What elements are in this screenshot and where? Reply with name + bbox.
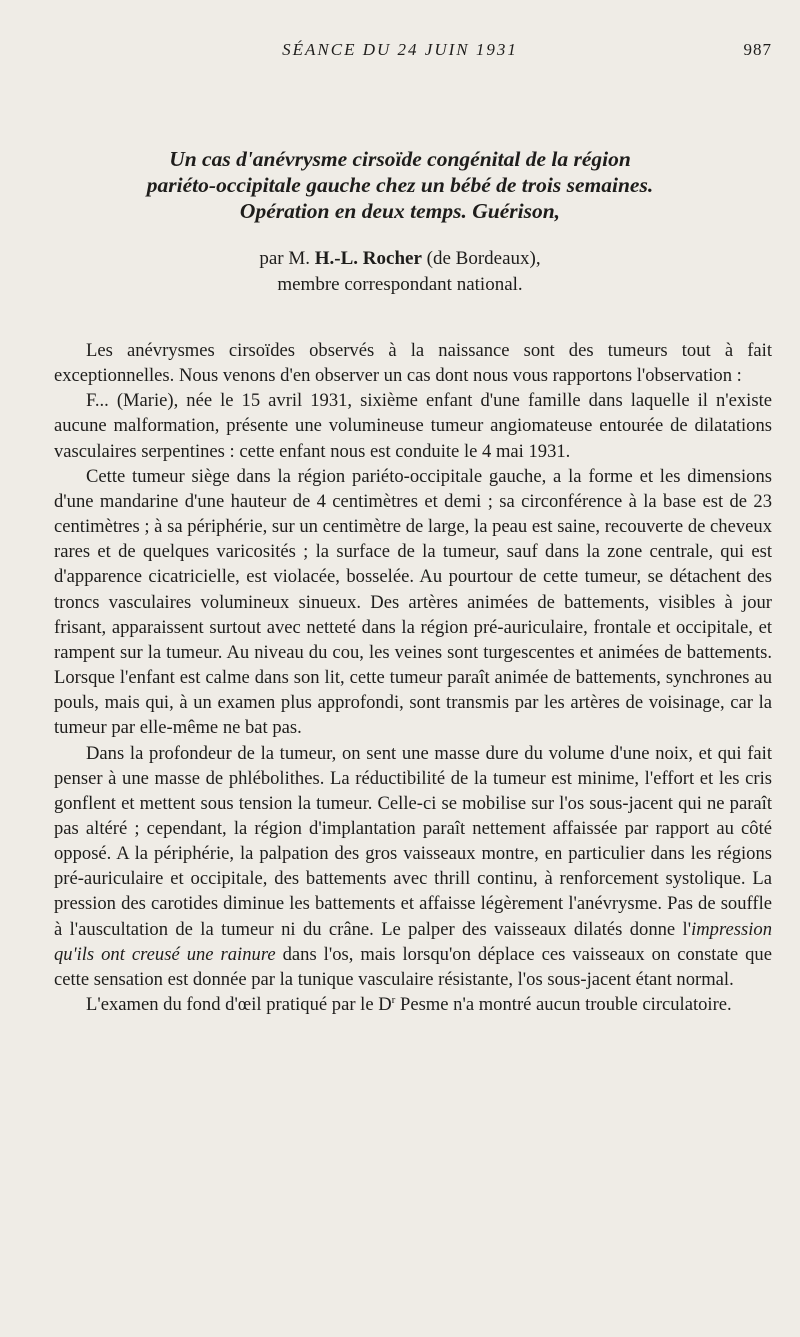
paragraph-5	[54, 992, 772, 1017]
paragraph-4-emphasis: impression qu'ils ont creusé une rainure	[54, 918, 772, 965]
paragraph-2: F... (Marie), née le 15 avril 1931, sixième enfant d'une famille dans laquelle il n'existe aucune malformation, présente une volumineuse tumeur angiomateuse entourée de dilatations vasculaires serpentines : cette enfant nous est conduite le 4 mai 1931.	[54, 390, 772, 462]
article-title-line-3: Opération en deux temps. Guérison,	[239, 199, 561, 223]
paragraph-4-text-a: Dans la profondeur de la tumeur, on sent une masse dure du volume d'une noix, et qui fait penser à une masse de phlébolithes. La réductibilité de la tumeur est minime, l'effort et les cris gonflent et mettent sous tension la tumeur. Celle-ci se mobilise sur l'os sous-jacent qui ne paraît pas altéré ; cependant, la région d'implantation paraît nettement affaissée par rapport au côté opposé. A la périphérie, la palpation des gros vaisseaux montre, en particulier dans les régions pré-auriculaire et occipitale, des battements avec thrill continu, à renforcement systolique. La pression des carotides diminue les battements et affaisse légèrement l'anévrysme. Pas de souffle à l'auscultation de la tumeur ni du crâne. Le palper des vaisseaux dilatés donne l'	[54, 742, 772, 940]
paragraph-5-text-b: Pesme n'a montré aucun trouble circulatoire.	[395, 994, 732, 1016]
article-body	[54, 338, 772, 1017]
article-title	[60, 146, 740, 224]
paragraph-5-text-a: L'examen du fond d'œil pratiqué par le D	[86, 994, 392, 1016]
page-number: 987	[743, 40, 772, 59]
running-head-title: SÉANCE DU 24 JUIN 1931	[282, 40, 518, 59]
paragraph-3: Cette tumeur siège dans la région pariéto-occipitale gauche, a la forme et les dimensions d'une mandarine d'une hauteur de 4 centimètres et demi ; sa circonférence à la base est de 23 centimètres ; à sa périphérie, sur un centimètre de large, la peau est saine, recouverte de cheveux rares et de quelques varicosités ; la surface de la tumeur, sauf dans la zone centrale, qui est d'apparence cicatricielle, est violacée, bosselée. Au pourtour de cette tumeur, se détachent des troncs vasculaires volumineux sinueux. Des artères animées de battements, visibles à jour frisant, apparaissent surtout avec netteté dans la région pré-auriculaire, frontale et occipitale, et rampent sur la tumeur. Au niveau du cou, les veines sont turgescentes et animées de battements. Lorsque l'enfant est calme dans son lit, cette tumeur paraît animée de battements, synchrones au pouls, mais qui, à un examen plus approfondi, sont transmis par les artères de voisinage, car la tumeur par elle-même ne bat pas.	[54, 465, 772, 739]
byline	[60, 246, 740, 298]
author-affiliation: (de Bordeaux),	[426, 248, 541, 269]
byline-prefix: par M.	[259, 248, 311, 269]
article-title-line-2: pariéto-occipitale gauche chez un bébé de trois semaines.	[146, 173, 654, 197]
byline-line-1	[60, 246, 740, 272]
article-title-line-1: Un cas d'anévrysme cirsoïde congénital de la région	[169, 147, 631, 171]
paragraph-4-text-b: dans l'os, mais lorsqu'on déplace ces vaisseaux on constate que cette sensation est donnée par la tunique vasculaire résistante, l'os sous-jacent étant normal.	[54, 943, 772, 990]
running-head	[0, 40, 800, 64]
author-role: membre correspondant national.	[277, 274, 523, 295]
paragraph-1: Les anévrysmes cirsoïdes observés à la naissance sont des tumeurs tout à fait exceptionnelles. Nous venons d'en observer un cas dont nous vous rapportons l'observation :	[54, 340, 772, 387]
author-name: H.-L. Rocher	[314, 248, 422, 269]
doctor-abbrev-superscript: r	[391, 994, 396, 1007]
paragraph-4	[54, 741, 772, 993]
